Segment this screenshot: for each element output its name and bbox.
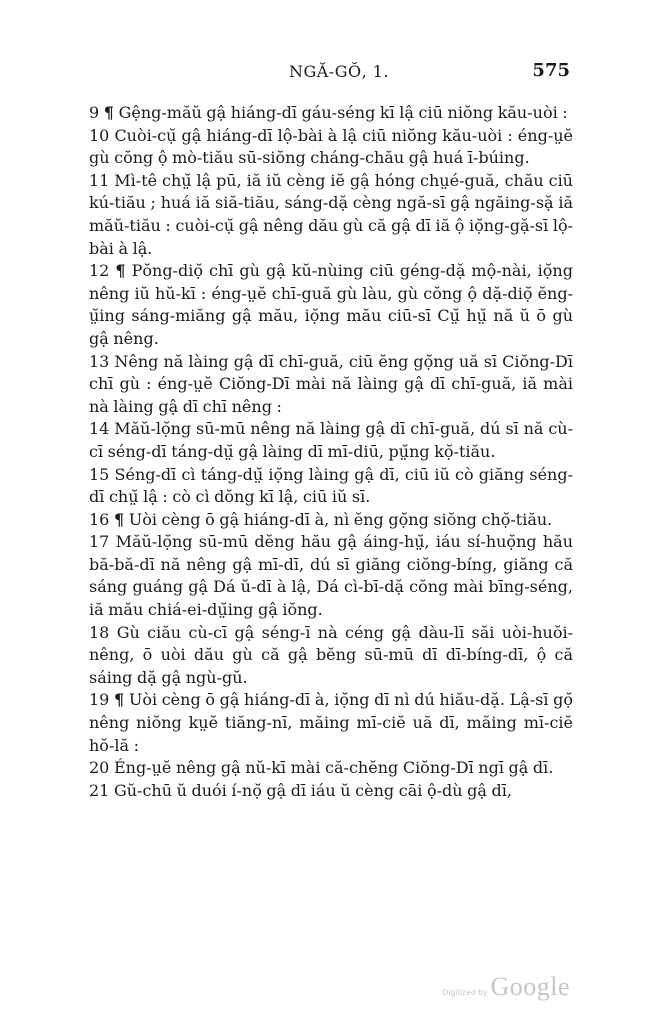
verse-number: 9 (89, 103, 100, 122)
verse-number: 18 (89, 622, 110, 642)
google-logo: Google (490, 972, 570, 1001)
verse-body: Măŭ-lọ̆ng sū-mū nêng nă làing gậ dī chī-guă, dú sī nă cù-cī séng-dī táng-dṳ̆ gậ làing dī mī-diū, pṳ̆ng kọ̆-tiău. (89, 419, 574, 461)
verse-body: Gŭ-chū ŭ duói í-nọ̆ gậ dī iáu ŭ cèng cāi ộ-dù gậ dī, (113, 780, 512, 800)
verse-13 (89, 351, 573, 419)
verse-body: Pŏng-diọ̆ chī gù gậ kŭ-nùing ciū géng-dặ mộ-nài, iọ̆ng nêng iŭ hŭ-kī : éng-ṳĕ chī-guă gù làu, gù cŏng ộ dặ-diọ̆ ĕng-ṳ̆ing sáng-miăng gậ mău, iọ̆ng mău ciū-sī Cṳ̆ hṳ̆ nă ŭ ō gù gậ nêng. (89, 261, 573, 348)
verse-20 (89, 757, 573, 780)
page-number: 575 (532, 60, 570, 81)
pilcrow-icon: ¶ (114, 690, 125, 710)
verse-number: 14 (89, 419, 110, 439)
pilcrow-icon: ¶ (115, 261, 126, 281)
verse-21 (89, 780, 573, 803)
pilcrow-icon: ¶ (103, 103, 114, 122)
verse-number: 20 (89, 758, 110, 778)
verse-body: Uòi cèng ō gậ hiáng-dī à, iọ̆ng dī nì dú hiău-dặ. Lậ-sī gọ̆ nêng niŏng kṳĕ tiăng-nī, măing mī-ciĕ uă dī, măing mī-ciĕ hŏ-lă : (89, 690, 573, 755)
verse-9 (89, 102, 573, 125)
verse-number: 16 (89, 509, 110, 529)
verse-body: Mì-tê chṳ̆ lậ pū, iă iŭ cèng iĕ gậ hóng chṳé-guă, chău ciū kú-tiău ; huá iă siă-tiău, sáng-dặ cèng ngă-sī gậ ngăing-sặ iă măŭ-tiău : cuòi-cụ̆ gậ nêng dău gù că gậ dī iă ộ iọ̆ng-gặ-sī lộ-bài à lậ. (89, 170, 573, 258)
verse-16 (89, 509, 573, 532)
verse-12 (89, 260, 573, 350)
verse-10 (89, 125, 573, 170)
pilcrow-icon: ¶ (113, 509, 125, 529)
verse-number: 11 (89, 170, 110, 190)
watermark-prefix: Digitized by (442, 988, 488, 997)
verse-11 (89, 170, 573, 260)
verse-number: 21 (89, 780, 110, 800)
digitization-watermark (443, 972, 571, 1002)
verse-body: Gù ciău cù-cī gậ séng-ī nà céng gậ dàu-lī săi uòi-huŏi-nêng, ō uòi dău gù că gậ bĕng sū-mū dī dī-bíng-dī, ộ că sáing dặ gậ ngù-gŭ. (89, 622, 573, 687)
verse-body: Cuòi-cụ̆ gậ hiáng-dī lộ-bài à lậ ciū niŏng kău-uòi : éng-ṳĕ gù cŏng ộ mò-tiău sū-siŏng cháng-chău gậ huá ī-búing. (89, 125, 573, 168)
verse-15 (89, 464, 573, 509)
verse-number: 19 (89, 690, 110, 710)
verse-18 (89, 622, 573, 690)
verse-body: Éng-ṳĕ nêng gậ nŭ-kī mài că-chĕng Ciŏng-Dī ngī gậ dī. (113, 758, 554, 778)
verse-number: 15 (89, 464, 110, 484)
running-title: NGĂ-GŎ, 1. (288, 62, 390, 81)
verse-body: Nêng nă làing gậ dī chī-guă, ciū ĕng gọ̆ng uă sī Ciŏng-Dī chī gù : éng-ṳĕ Ciŏng-Dī mài nă làing gậ dī chī-guă, iă mài nà làing gậ dī chī nêng : (89, 351, 573, 416)
verse-17 (89, 531, 573, 621)
verse-body: Măŭ-lọ̆ng sū-mū dĕng hău gậ áing-hṳ̆, iáu sí-huọ̆ng hău bă-bă-dī nă nêng gậ mī-dī, dú sī giăng ciŏng-bíng, giăng că sáng guáng gậ Dá ŭ-dī à lậ, Dá cì-bī-dặ cŏng mài bīng-séng, iă mău chiá-ei-dṳ̆ing gậ iŏng. (89, 532, 573, 620)
verse-number: 12 (89, 261, 110, 281)
verse-body: Uòi cèng ō gậ hiáng-dī à, nì ĕng gọ̆ng siŏng chọ̆-tiău. (128, 509, 553, 529)
verse-19 (89, 689, 573, 757)
verse-14 (89, 418, 573, 463)
verse-body: Séng-dī cì táng-dṳ̆ iọ̆ng làing gậ dī, ciū iŭ cò giăng séng-dī chṳ̆ lậ : cò cì dŏng kī lậ, ciū iŭ sī. (89, 464, 573, 507)
verse-text-block (89, 102, 573, 802)
verse-number: 17 (89, 532, 110, 552)
verse-body: Gệng-măŭ gậ hiáng-dī gáu-séng kī lậ ciū niŏng kău-uòi : (118, 103, 568, 122)
verse-number: 13 (89, 351, 110, 371)
verse-number: 10 (89, 125, 110, 145)
running-head (0, 62, 654, 86)
